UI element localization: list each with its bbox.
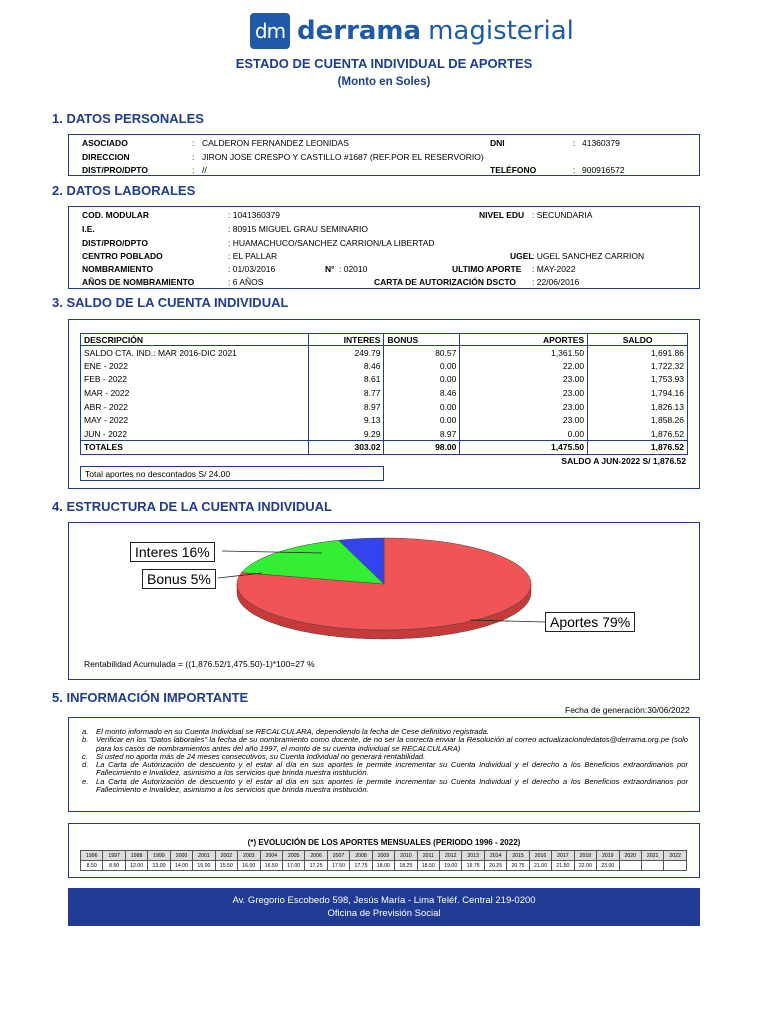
- value-nivel-edu: : SECUNDARIA: [532, 210, 593, 220]
- saldo-header-row: [81, 334, 688, 346]
- evolucion-value-cell: 19.00: [440, 861, 462, 871]
- totals-row: [81, 441, 688, 455]
- list-item-text: Verificar en los "Datos laborales" la fecha de su nombramiento como docente, de no ser la correcta enviar la Resolución al correo actualizaciondedatos@derrama.org.pe (solo para los casos de nombramientos antes del año 1997, el monto de su cuenta individual se RECALCULARA): [96, 735, 688, 753]
- pie-label-interes: Interes 16%: [130, 542, 215, 562]
- cell-aportes: 23.00: [460, 400, 588, 414]
- label-ugel: UGEL: [510, 251, 534, 261]
- cell-saldo: 1,753.93: [588, 373, 688, 387]
- label-nivel-edu: NIVEL EDU: [479, 210, 525, 220]
- totals-aportes: 1,475.50: [460, 441, 588, 455]
- cell-aportes: 22.00: [460, 359, 588, 373]
- value-ultimo-aporte: : MAY-2022: [532, 264, 576, 274]
- cell-descripcion: FEB - 2022: [81, 373, 309, 387]
- rentabilidad-acumulada: Rentabilidad Acumulada = ((1,876.52/1,475.50)-1)*100=27 %: [84, 659, 315, 669]
- totals-label: TOTALES: [81, 441, 309, 455]
- cell-descripcion: JUN - 2022: [81, 427, 309, 441]
- cell-interes: 8.77: [308, 386, 384, 400]
- section-title-estructura: 4. ESTRUCTURA DE LA CUENTA INDIVIDUAL: [52, 499, 332, 514]
- evolucion-year-cell: 2006: [305, 851, 327, 861]
- table-row: [81, 400, 688, 414]
- list-item: [82, 736, 688, 753]
- label-centro-poblado: CENTRO POBLADO: [82, 251, 163, 261]
- evolucion-value-cell: [619, 861, 641, 871]
- label-dist-laboral: DIST/PRO/DPTO: [82, 238, 148, 248]
- evolucion-year-cell: 2014: [484, 851, 506, 861]
- evolucion-year-cell: 1997: [103, 851, 125, 861]
- label-telefono: TELÉFONO: [490, 165, 537, 175]
- document-subtitle: (Monto en Soles): [337, 76, 431, 88]
- cell-aportes: 0.00: [460, 427, 588, 441]
- evolucion-year-cell: 2005: [282, 851, 304, 861]
- fecha-generacion: Fecha de generación:30/06/2022: [565, 705, 690, 715]
- value-asociado: CALDERON FERNANDEZ LEONIDAS: [202, 138, 349, 148]
- evolucion-year-cell: 2017: [552, 851, 574, 861]
- evolucion-value-cell: 22.00: [574, 861, 596, 871]
- table-row: [81, 386, 688, 400]
- list-item-text: Si usted no aporta más de 24 meses consecutivos, su Cuenta Individual no generará rentabilidad.: [96, 751, 426, 761]
- evolucion-year-cell: 1999: [148, 851, 170, 861]
- evolucion-year-cell: 2012: [440, 851, 462, 861]
- evolucion-value-cell: 8.50: [103, 861, 125, 871]
- list-item: [82, 761, 688, 778]
- total-aportes-no-descontados: Total aportes no descontados S/ 24.00: [80, 466, 384, 481]
- evolucion-value-cell: 21.00: [529, 861, 551, 871]
- table-row: [81, 346, 688, 360]
- value-carta-autorizacion: : 22/06/2016: [532, 277, 580, 287]
- list-item-text: La Carta de Autorización de descuento y el estar al día en sus aportes le permite incrementar su Cuenta Individual y el derecho a los Beneficios extraordinarios por Fallecimiento e Invalidez, asimismo a los servicios que brinda nuestra institución.: [96, 776, 688, 795]
- colon: :: [573, 165, 576, 175]
- list-item-text: El monto informado en su Cuenta Individual se RECALCULARA, dependiendo la fecha de Cese definitivo registrada.: [96, 727, 489, 736]
- evolucion-value-cell: [664, 861, 687, 871]
- label-dni: DNI: [490, 138, 505, 148]
- evolucion-year-cell: 2020: [619, 851, 641, 861]
- label-ultimo-aporte: ULTIMO APORTE: [452, 264, 522, 274]
- evolucion-year-cell: 2003: [238, 851, 260, 861]
- cell-interes: 9.29: [308, 427, 384, 441]
- value-numero: : 02010: [339, 264, 368, 274]
- evolucion-value-cell: 19.75: [462, 861, 484, 871]
- evolucion-year-cell: 2002: [215, 851, 237, 861]
- evolucion-year-cell: 2022: [664, 851, 687, 861]
- evolucion-value-cell: 16.50: [260, 861, 282, 871]
- label-numero: N°: [325, 264, 335, 274]
- cell-aportes: 23.00: [460, 413, 588, 427]
- label-carta-autorizacion: CARTA DE AUTORIZACIÓN DSCTO: [374, 277, 516, 287]
- evolucion-year-cell: 2019: [597, 851, 619, 861]
- cell-bonus: 0.00: [384, 373, 460, 387]
- header-bonus: BONUS: [384, 334, 460, 346]
- evolucion-table: [80, 850, 687, 871]
- evolucion-year-cell: 1998: [125, 851, 147, 861]
- evolucion-values-row: [81, 861, 687, 871]
- evolucion-value-cell: 18.00: [372, 861, 394, 871]
- evolucion-year-cell: 2009: [372, 851, 394, 861]
- evolucion-value-cell: 20.75: [507, 861, 529, 871]
- cell-saldo: 1,722.32: [588, 359, 688, 373]
- list-item-letter: a.: [82, 727, 89, 736]
- evolucion-years-row: [81, 851, 687, 861]
- evolucion-value-cell: 12.00: [125, 861, 147, 871]
- cell-saldo: 1,876.52: [588, 427, 688, 441]
- evolucion-value-cell: 14.00: [170, 861, 192, 871]
- evolucion-year-cell: 2008: [350, 851, 372, 861]
- cell-saldo: 1,826.13: [588, 400, 688, 414]
- label-nombramiento: NOMBRAMIENTO: [82, 264, 154, 274]
- cell-bonus: 0.00: [384, 400, 460, 414]
- label-ie: I.E.: [82, 224, 95, 234]
- evolucion-value-cell: 16.00: [238, 861, 260, 871]
- list-item-letter: e.: [82, 776, 89, 786]
- list-item-letter: c.: [82, 751, 88, 761]
- evolucion-value-cell: 13.00: [148, 861, 170, 871]
- value-dni: 41360379: [582, 138, 620, 148]
- table-row: [81, 373, 688, 387]
- cell-interes: 249.79: [308, 346, 384, 360]
- evolucion-value-cell: 18.50: [417, 861, 439, 871]
- brand-light: magisterial: [428, 16, 574, 46]
- cell-bonus: 0.00: [384, 359, 460, 373]
- cell-aportes: 23.00: [460, 386, 588, 400]
- footer: [68, 888, 700, 926]
- table-row: [81, 413, 688, 427]
- evolucion-value-cell: 20.25: [484, 861, 506, 871]
- colon: :: [192, 152, 195, 162]
- value-anios-nombramiento: : 6 AÑOS: [228, 277, 264, 287]
- cell-bonus: 80.57: [384, 346, 460, 360]
- cell-descripcion: MAR - 2022: [81, 386, 309, 400]
- evolucion-year-cell: 2010: [395, 851, 417, 861]
- cell-aportes: 23.00: [460, 373, 588, 387]
- cell-bonus: 8.97: [384, 427, 460, 441]
- cell-bonus: 8.46: [384, 386, 460, 400]
- evolucion-year-cell: 2016: [529, 851, 551, 861]
- cell-interes: 8.46: [308, 359, 384, 373]
- cell-bonus: 0.00: [384, 413, 460, 427]
- footer-office: Oficina de Previsión Social: [327, 908, 441, 919]
- totals-saldo: 1,876.52: [588, 441, 688, 455]
- list-item-letter: d.: [82, 760, 89, 770]
- label-direccion: DIRECCION: [82, 152, 130, 162]
- section-title-personal: 1. DATOS PERSONALES: [52, 111, 204, 126]
- value-direccion: JIRON JOSE CRESPO Y CASTILLO #1687 (REF.POR EL RESERVORIO): [202, 152, 484, 162]
- list-item-letter: b.: [82, 735, 89, 745]
- value-dist-laboral: : HUAMACHUCO/SANCHEZ CARRION/LA LIBERTAD: [228, 238, 435, 248]
- cell-descripcion: ABR - 2022: [81, 400, 309, 414]
- saldo-final: SALDO A JUN-2022 S/ 1,876.52: [561, 456, 686, 466]
- cell-saldo: 1,691.86: [588, 346, 688, 360]
- evolucion-value-cell: 17.75: [350, 861, 372, 871]
- label-cod-modular: COD. MODULAR: [82, 210, 150, 220]
- label-anios-nombramiento: AÑOS DE NOMBRAMIENTO: [82, 277, 195, 287]
- section-title-laboral: 2. DATOS LABORALES: [52, 183, 196, 198]
- evolucion-value-cell: 15.00: [193, 861, 215, 871]
- evolucion-value-cell: 18.25: [395, 861, 417, 871]
- cell-saldo: 1,858.26: [588, 413, 688, 427]
- value-ie: : 80915 MIGUEL GRAU SEMINARIO: [228, 224, 368, 234]
- evolucion-year-cell: 1996: [81, 851, 103, 861]
- evolucion-year-cell: 2018: [574, 851, 596, 861]
- cell-aportes: 1,361.50: [460, 346, 588, 360]
- evolucion-year-cell: 2015: [507, 851, 529, 861]
- document-title: ESTADO DE CUENTA INDIVIDUAL DE APORTES: [235, 56, 533, 71]
- value-centro-poblado: : EL PALLAR: [228, 251, 278, 261]
- cell-descripcion: SALDO CTA. IND.: MAR 2016-DIC 2021: [81, 346, 309, 360]
- section-title-saldo: 3. SALDO DE LA CUENTA INDIVIDUAL: [52, 295, 289, 310]
- evolucion-value-cell: 21.50: [552, 861, 574, 871]
- colon: :: [192, 165, 195, 175]
- header-saldo: SALDO: [588, 334, 688, 346]
- evolucion-value-cell: 23.00: [597, 861, 619, 871]
- evolucion-year-cell: 2004: [260, 851, 282, 861]
- evolucion-value-cell: 8.50: [81, 861, 103, 871]
- table-row: [81, 427, 688, 441]
- evolucion-year-cell: 2007: [327, 851, 349, 861]
- value-nombramiento: : 01/03/2016: [228, 264, 276, 274]
- brand-bold: derrama: [297, 16, 422, 46]
- derrama-logo: [250, 12, 574, 50]
- list-item-text: La Carta de Autorización de descuento y el estar al día en sus aportes le permite incrementar su Cuenta Individual y el derecho a los Beneficios extraordinarios por Fallecimiento e Invalidez, asimismo a los servicios que brinda nuestra institución.: [96, 760, 688, 778]
- dm-logo-icon: dm: [250, 13, 290, 49]
- totals-interes: 303.02: [308, 441, 384, 455]
- pie-label-aportes: Aportes 79%: [545, 612, 635, 632]
- cell-interes: 8.97: [308, 400, 384, 414]
- cell-interes: 8.61: [308, 373, 384, 387]
- evolucion-year-cell: 2000: [170, 851, 192, 861]
- cell-descripcion: MAY - 2022: [81, 413, 309, 427]
- evolucion-year-cell: 2021: [641, 851, 663, 861]
- colon: :: [573, 138, 576, 148]
- evolucion-year-cell: 2011: [417, 851, 439, 861]
- value-ugel: : UGEL SANCHEZ CARRION: [532, 251, 645, 261]
- pie-label-bonus: Bonus 5%: [142, 569, 216, 589]
- value-cod-modular: : 1041360379: [228, 210, 280, 220]
- header-descripcion: DESCRIPCIÓN: [81, 334, 309, 346]
- label-dist: DIST/PRO/DPTO: [82, 165, 148, 175]
- evolucion-year-cell: 2013: [462, 851, 484, 861]
- header-interes: INTERES: [308, 334, 384, 346]
- value-telefono: 900916572: [582, 165, 625, 175]
- table-row: [81, 359, 688, 373]
- footer-address: Av. Gregorio Escobedo 598, Jesús María - Lima Teléf. Central 219-0200: [232, 895, 536, 906]
- cell-saldo: 1,794.16: [588, 386, 688, 400]
- header-aportes: APORTES: [460, 334, 588, 346]
- list-item: [82, 778, 688, 795]
- info-list: [82, 728, 688, 794]
- value-dist: //: [202, 165, 207, 175]
- label-asociado: ASOCIADO: [82, 138, 128, 148]
- colon: :: [192, 138, 195, 148]
- evolucion-year-cell: 2001: [193, 851, 215, 861]
- saldo-table: [80, 333, 688, 455]
- evolucion-value-cell: 17.50: [327, 861, 349, 871]
- cell-descripcion: ENE - 2022: [81, 359, 309, 373]
- evolucion-value-cell: [641, 861, 663, 871]
- evolucion-value-cell: 17.00: [282, 861, 304, 871]
- evolucion-title: (*) EVOLUCIÓN DE LOS APORTES MENSUALES (PERIODO 1996 - 2022): [247, 838, 521, 847]
- evolucion-value-cell: 17.25: [305, 861, 327, 871]
- cell-interes: 9.13: [308, 413, 384, 427]
- evolucion-value-cell: 15.50: [215, 861, 237, 871]
- totals-bonus: 98.00: [384, 441, 460, 455]
- section-title-info: 5. INFORMACIÓN IMPORTANTE: [52, 690, 249, 705]
